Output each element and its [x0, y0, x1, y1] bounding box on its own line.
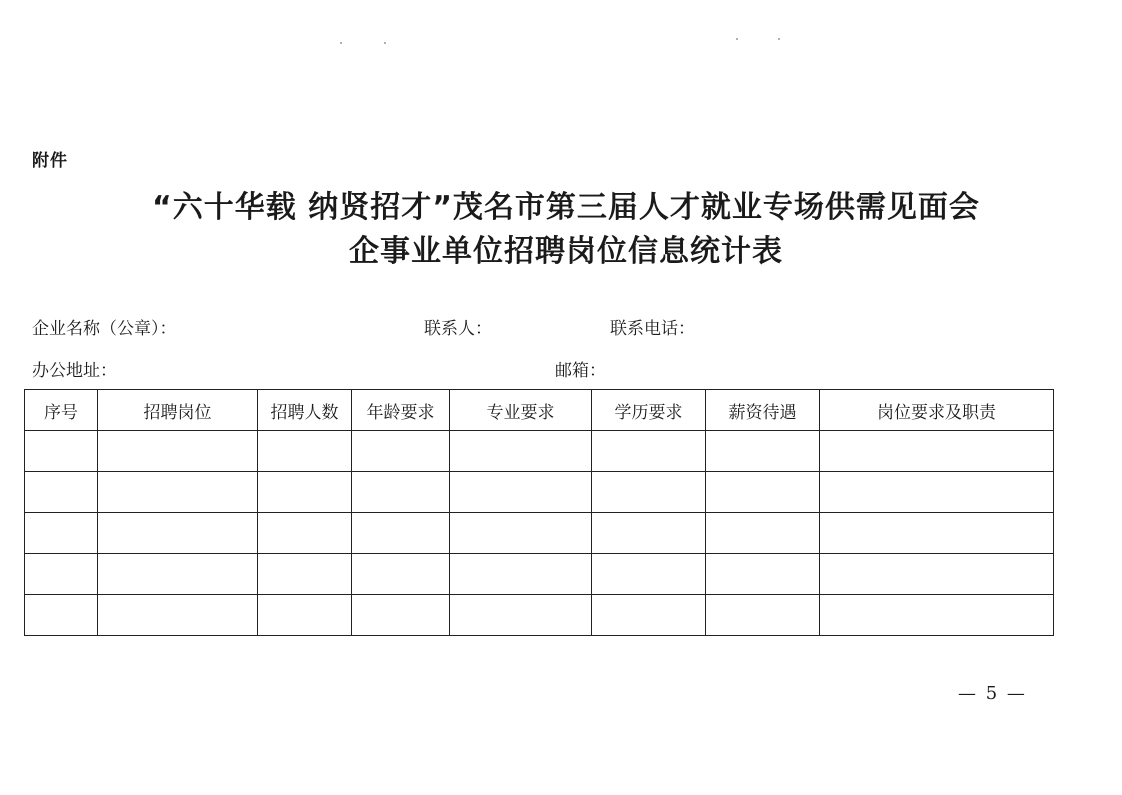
table-cell[interactable]: [258, 431, 352, 472]
table-cell[interactable]: [592, 431, 706, 472]
table-cell[interactable]: [25, 595, 98, 636]
table-cell[interactable]: [706, 554, 820, 595]
table-cell[interactable]: [98, 472, 258, 513]
table-cell[interactable]: [592, 472, 706, 513]
table-cell[interactable]: [450, 513, 592, 554]
table-cell[interactable]: [706, 472, 820, 513]
table-cell[interactable]: [25, 513, 98, 554]
table-header-row: [25, 390, 1054, 431]
table-cell[interactable]: [25, 554, 98, 595]
table-cell[interactable]: [820, 554, 1054, 595]
column-header-salary: 薪资待遇: [706, 390, 820, 431]
table-cell[interactable]: [98, 431, 258, 472]
recruitment-table: [24, 389, 1054, 636]
column-header-duties: 岗位要求及职责: [820, 390, 1054, 431]
attachment-label: 附件: [32, 151, 68, 171]
table-cell[interactable]: [706, 513, 820, 554]
table-row: [25, 472, 1054, 513]
column-header-serial: 序号: [25, 390, 98, 431]
table-cell[interactable]: [592, 554, 706, 595]
column-header-major: 专业要求: [450, 390, 592, 431]
table-cell[interactable]: [820, 595, 1054, 636]
table-cell[interactable]: [592, 513, 706, 554]
table-cell[interactable]: [98, 595, 258, 636]
column-header-age: 年龄要求: [352, 390, 450, 431]
table-cell[interactable]: [98, 554, 258, 595]
table-cell[interactable]: [25, 472, 98, 513]
contact-phone-label: 联系电话：: [610, 319, 695, 339]
table-cell[interactable]: [706, 595, 820, 636]
table-cell[interactable]: [258, 595, 352, 636]
office-address-label: 办公地址：: [32, 361, 117, 381]
table-row: [25, 595, 1054, 636]
column-header-headcount: 招聘人数: [258, 390, 352, 431]
scan-speck: [736, 38, 738, 40]
table-cell[interactable]: [352, 472, 450, 513]
table-cell[interactable]: [820, 431, 1054, 472]
table-cell[interactable]: [352, 513, 450, 554]
contact-person-label: 联系人：: [424, 319, 492, 339]
table-cell[interactable]: [706, 431, 820, 472]
table-cell[interactable]: [25, 431, 98, 472]
table-cell[interactable]: [258, 554, 352, 595]
table-cell[interactable]: [820, 513, 1054, 554]
scan-speck: [384, 42, 386, 44]
table-row: [25, 513, 1054, 554]
document-title-line-2: 企事业单位招聘岗位信息统计表: [349, 234, 783, 269]
company-name-label: 企业名称（公章）：: [32, 319, 177, 339]
table-cell[interactable]: [450, 431, 592, 472]
table-cell[interactable]: [450, 595, 592, 636]
table-row: [25, 431, 1054, 472]
table-row: [25, 554, 1054, 595]
column-header-position: 招聘岗位: [98, 390, 258, 431]
table-cell[interactable]: [258, 472, 352, 513]
column-header-education: 学历要求: [592, 390, 706, 431]
scan-speck: [340, 42, 342, 44]
document-title-line-1: “六十华载 纳贤招才”茂名市第三届人才就业专场供需见面会: [152, 190, 980, 225]
page-number: — 5 —: [958, 683, 1027, 704]
table-cell[interactable]: [258, 513, 352, 554]
table-cell[interactable]: [450, 554, 592, 595]
email-label: 邮箱：: [555, 361, 606, 381]
table-cell[interactable]: [450, 472, 592, 513]
table-cell[interactable]: [592, 595, 706, 636]
table-cell[interactable]: [352, 554, 450, 595]
table-cell[interactable]: [352, 595, 450, 636]
table-cell[interactable]: [352, 431, 450, 472]
table-cell[interactable]: [820, 472, 1054, 513]
table-cell[interactable]: [98, 513, 258, 554]
scan-speck: [778, 38, 780, 40]
recruitment-table-container: [24, 389, 1053, 636]
